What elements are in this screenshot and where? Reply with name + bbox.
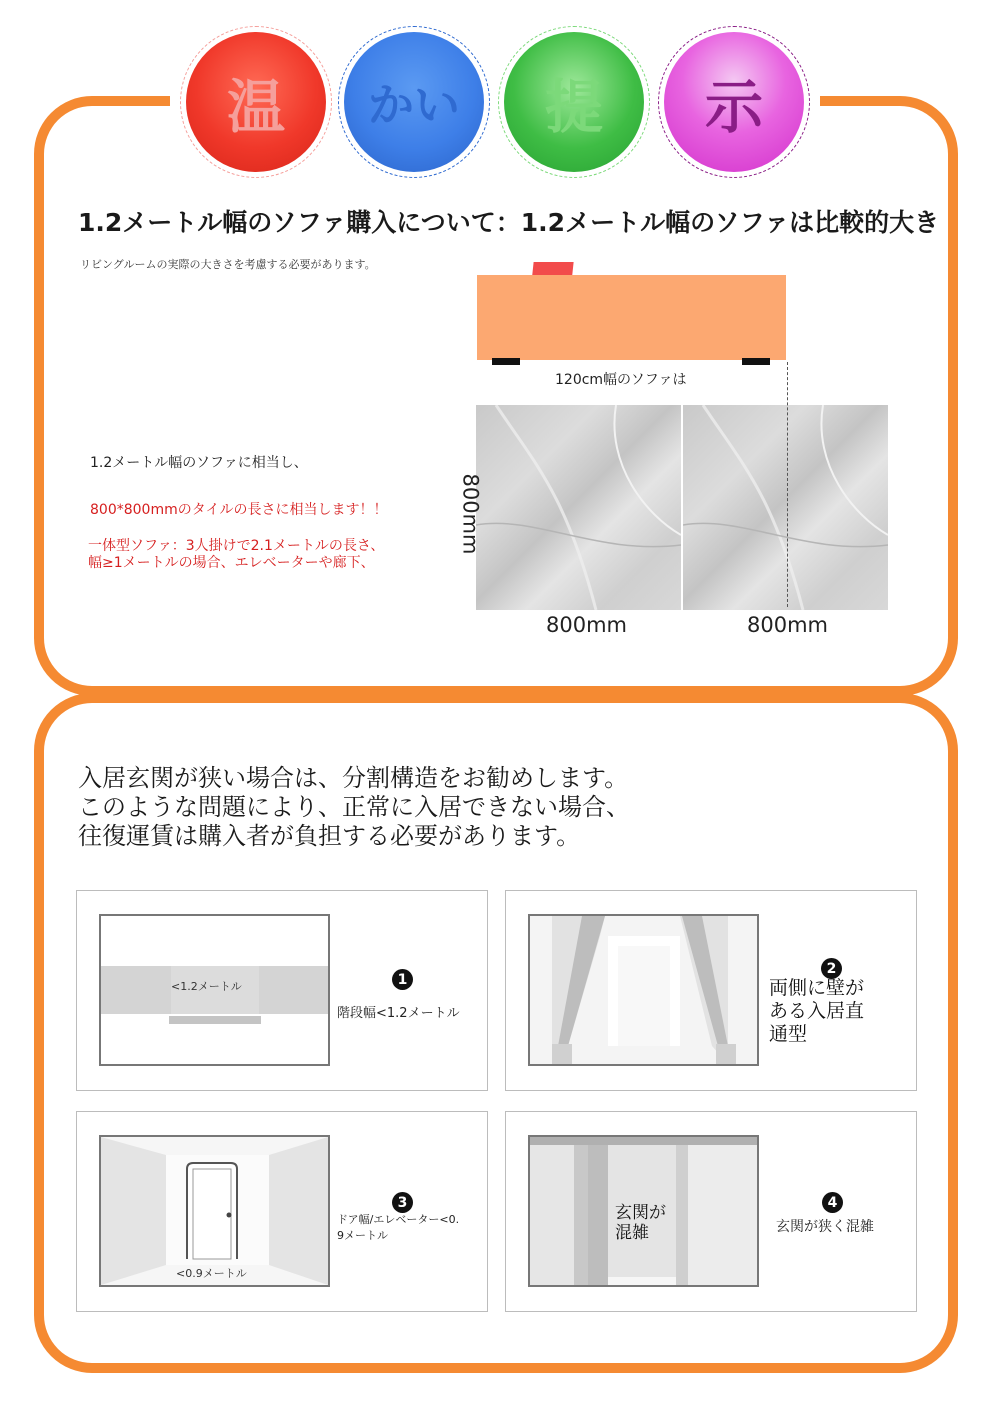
note-tile-length: 800*800mmのタイルの長さに相当します！！	[90, 502, 388, 518]
card-number-3: 3	[392, 1192, 413, 1213]
banner-char-3: 提	[544, 73, 603, 141]
tile-width-left-label: 800mm	[546, 613, 627, 637]
card-corridor	[505, 890, 917, 1091]
notice-line-3: 往復運賃は購入者が負担する必要があります。	[78, 822, 581, 850]
entry-inner-label	[615, 1203, 666, 1243]
entry-caption: 玄関が狭く混雑	[776, 1219, 874, 1235]
card-door-width	[76, 1111, 488, 1312]
entry-inner-label-line-1: 玄関が	[615, 1203, 666, 1223]
stair-caption: 階段幅<1.2メートル	[337, 1006, 460, 1021]
entry-illustration	[528, 1135, 759, 1287]
sofa-illustration	[477, 275, 786, 360]
stair-inner-label: <1.2メートル	[171, 980, 242, 993]
subline: リビングルームの実際の大きさを考慮する必要があります。	[80, 258, 376, 271]
sofa-label: 120cm幅のソファは	[555, 372, 687, 388]
note-equivalent: 1.2メートル幅のソファに相当し、	[90, 455, 308, 471]
card-number-1: 1	[392, 969, 413, 990]
door-illustration	[99, 1135, 330, 1287]
tile-height-label: 800mm	[458, 473, 483, 555]
door-caption-line-2: 9メートル	[337, 1229, 388, 1242]
marble-tile-left	[476, 405, 681, 610]
headline: 1.2メートル幅のソファ購入について：1.2メートル幅のソファは比較的大き	[78, 208, 940, 237]
tile-width-right-label: 800mm	[747, 613, 828, 637]
door-room-drawing	[101, 1137, 328, 1285]
marble-veins-left	[476, 405, 681, 610]
door-caption	[337, 1212, 459, 1244]
card-crowded-entry	[505, 1111, 917, 1312]
banner-char-1: 温	[226, 73, 285, 141]
sofa-leg-left	[492, 358, 520, 365]
corridor-drawing	[530, 916, 757, 1064]
note-integrated-sofa-line-2: 幅≥1メートルの場合、エレベーターや廊下、	[88, 555, 375, 571]
corridor-caption	[769, 977, 864, 1046]
note-integrated-sofa	[88, 538, 438, 572]
door-inner-label: <0.9メートル	[176, 1267, 247, 1280]
sofa-leg-right	[742, 358, 770, 365]
entry-inner-label-line-2: 混雑	[615, 1223, 649, 1243]
corridor-caption-line-1: 両側に壁が	[769, 977, 865, 999]
card-stair-width	[76, 890, 488, 1091]
door-caption-line-1: ドア幅/エレベーター<0.	[337, 1213, 460, 1226]
corridor-illustration	[528, 914, 759, 1066]
corridor-caption-line-3: 通型	[769, 1023, 808, 1045]
stair-illustration	[99, 914, 330, 1066]
banner-char-4: 示	[704, 73, 763, 141]
corridor-caption-line-2: ある入居直	[769, 1000, 865, 1022]
split-structure-notice	[78, 764, 630, 851]
banner-bubble-2	[344, 32, 484, 172]
marble-veins-right	[683, 405, 888, 610]
notice-line-2: このような問題により、正常に入居できない場合、	[78, 793, 630, 821]
sofa-edge-guide-line	[787, 362, 788, 607]
banner-bubble-4	[664, 32, 804, 172]
banner-bubble-1	[186, 32, 326, 172]
notice-line-1: 入居玄関が狭い場合は、分割構造をお勧めします。	[78, 764, 629, 792]
stair-step	[169, 1016, 261, 1024]
banner-char-2: かい	[368, 78, 460, 132]
marble-tile-right	[683, 405, 888, 610]
card-number-2: 2	[821, 958, 842, 979]
note-integrated-sofa-line-1: 一体型ソファ：3人掛けで2.1メートルの長さ、	[88, 538, 385, 554]
card-number-4: 4	[822, 1192, 843, 1213]
banner-bubble-3	[504, 32, 644, 172]
